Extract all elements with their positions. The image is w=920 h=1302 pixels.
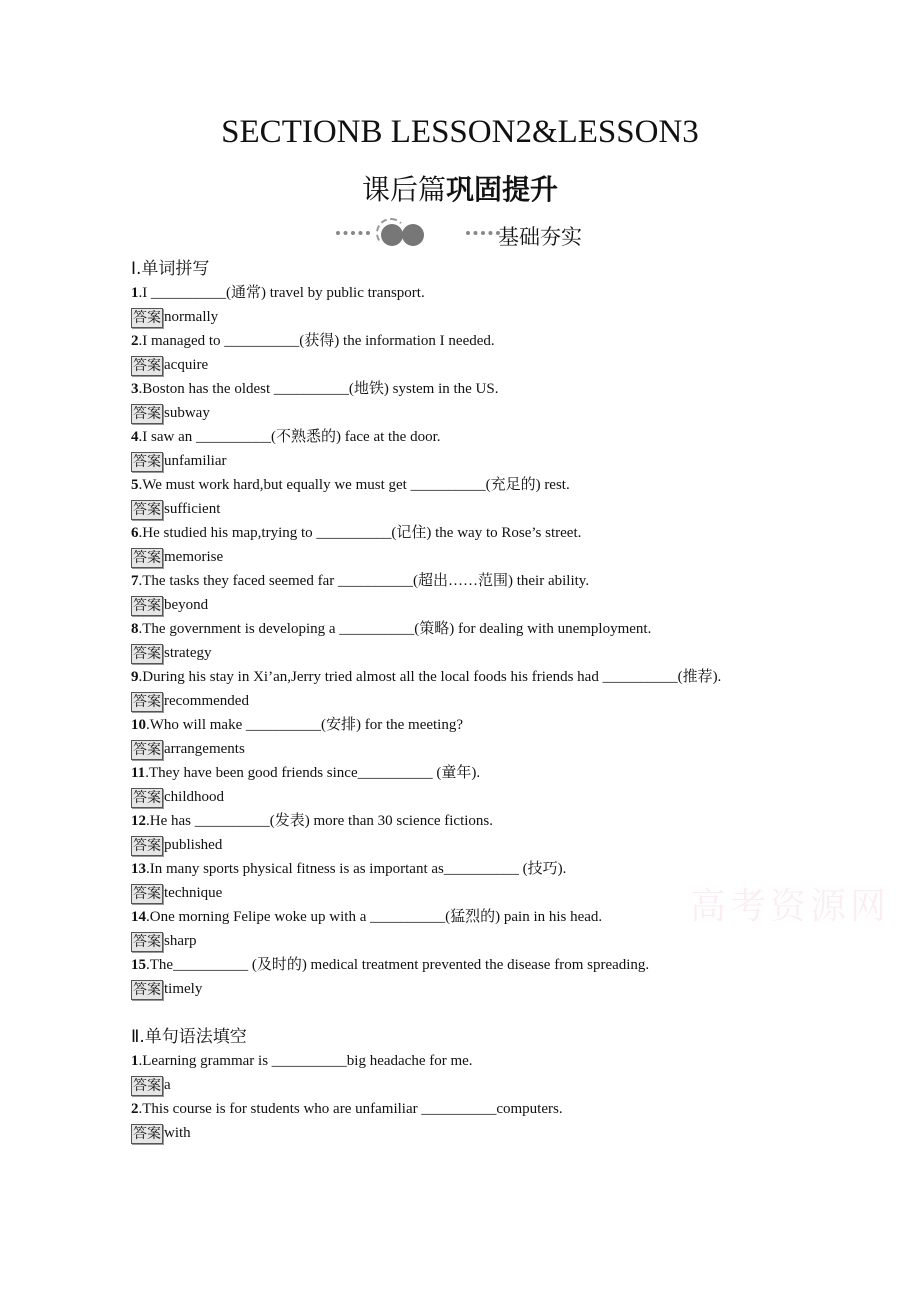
answer-line <box>131 305 771 329</box>
answer-line <box>131 689 771 713</box>
answer-line <box>131 1121 771 1145</box>
question-number: 8 <box>131 621 139 637</box>
exercise-section <box>131 257 771 1001</box>
question <box>131 953 771 977</box>
question <box>131 617 771 641</box>
answer-text: unfamiliar <box>164 453 227 469</box>
exercise-content <box>131 257 771 1145</box>
page-title: SECTIONB LESSON2&LESSON3 <box>221 114 699 150</box>
dotted-line-icon <box>336 231 370 235</box>
answer-badge: 答案 <box>133 1125 161 1142</box>
answer-line <box>131 881 771 905</box>
answer-text: acquire <box>164 357 209 373</box>
question <box>131 521 771 545</box>
answer-text: arrangements <box>164 741 245 757</box>
answer-badge: 答案 <box>133 405 161 422</box>
question <box>131 473 771 497</box>
subtitle-plain: 课后篇 <box>361 175 446 206</box>
question-number: 15 <box>131 957 146 973</box>
question-text: .I managed to __________(获得) the information I needed. <box>138 333 495 349</box>
answer-badge: 答案 <box>133 837 161 854</box>
question-number: 13 <box>131 861 146 877</box>
answer-text: normally <box>164 309 219 325</box>
question-number: 6 <box>131 525 139 541</box>
question <box>131 905 771 929</box>
answer-badge: 答案 <box>133 1077 161 1094</box>
circle-icon <box>381 224 403 246</box>
question-number: 1 <box>131 1053 139 1069</box>
answer-line <box>131 641 771 665</box>
answer-line <box>131 1073 771 1097</box>
answer-badge: 答案 <box>133 453 161 470</box>
question-number: 7 <box>131 573 139 589</box>
question-number: 2 <box>131 1101 139 1117</box>
question <box>131 713 771 737</box>
answer-text: sharp <box>164 933 197 949</box>
question-text: .They have been good friends since__________ (童年). <box>145 765 481 781</box>
question <box>131 761 771 785</box>
question-text: .Learning grammar is __________big headache for me. <box>138 1053 473 1069</box>
answer-text: beyond <box>164 597 209 613</box>
question-number: 12 <box>131 813 146 829</box>
question <box>131 377 771 401</box>
dotted-line-icon <box>466 231 500 235</box>
question-number: 10 <box>131 717 146 733</box>
question-text: .He has __________(发表) more than 30 science fictions. <box>146 813 493 829</box>
question <box>131 665 771 689</box>
answer-badge: 答案 <box>133 789 161 806</box>
question-number: 1 <box>131 285 139 301</box>
answer-line <box>131 737 771 761</box>
answer-badge: 答案 <box>133 885 161 902</box>
question <box>131 569 771 593</box>
answer-text: recommended <box>164 693 249 709</box>
exercise-section <box>131 1025 771 1145</box>
question <box>131 1049 771 1073</box>
answer-badge: 答案 <box>133 549 161 566</box>
watermark: 高考资源网 <box>690 886 891 927</box>
answer-line <box>131 593 771 617</box>
answer-text: sufficient <box>164 501 221 517</box>
answer-line <box>131 977 771 1001</box>
circle-icon <box>402 224 424 246</box>
question-text: .During his stay in Xi’an,Jerry tried almost all the local foods his friends had __________(推荐). <box>138 669 722 685</box>
answer-text: memorise <box>164 549 224 565</box>
subtitle-bold: 巩固提升 <box>446 173 559 206</box>
question-text: .The tasks they faced seemed far __________(超出……范围) their ability. <box>138 573 590 589</box>
page-subtitle <box>0 168 920 208</box>
answer-line <box>131 545 771 569</box>
question-text: .One morning Felipe woke up with a __________(猛烈的) pain in his head. <box>146 909 603 925</box>
question <box>131 329 771 353</box>
question-text: .Boston has the oldest __________(地铁) system in the US. <box>138 381 499 397</box>
answer-line <box>131 833 771 857</box>
question-text: .I __________(通常) travel by public transport. <box>138 285 425 301</box>
question-text: .The__________ (及时的) medical treatment prevented the disease from spreading. <box>146 957 650 973</box>
question-number: 4 <box>131 429 139 445</box>
question-number: 3 <box>131 381 139 397</box>
question-text: .This course is for students who are unfamiliar __________computers. <box>138 1101 563 1117</box>
answer-badge: 答案 <box>133 309 161 326</box>
answer-text: subway <box>164 405 210 421</box>
answer-text: a <box>164 1077 171 1093</box>
answer-badge: 答案 <box>133 357 161 374</box>
answer-line <box>131 929 771 953</box>
answer-text: with <box>164 1125 191 1141</box>
question-text: .In many sports physical fitness is as important as__________ (技巧). <box>146 861 567 877</box>
answer-line <box>131 401 771 425</box>
answer-badge: 答案 <box>133 597 161 614</box>
answer-badge: 答案 <box>133 645 161 662</box>
answer-badge: 答案 <box>133 933 161 950</box>
question <box>131 857 771 881</box>
section-banner <box>336 218 596 248</box>
answer-text: published <box>164 837 223 853</box>
question-number: 5 <box>131 477 139 493</box>
question-text: .We must work hard,but equally we must get __________(充足的) rest. <box>138 477 570 493</box>
question-number: 2 <box>131 333 139 349</box>
answer-badge: 答案 <box>133 501 161 518</box>
section-heading: Ⅱ.单句语法填空 <box>131 1027 247 1047</box>
banner-label: 基础夯实 <box>498 225 582 249</box>
question <box>131 425 771 449</box>
question-text: .I saw an __________(不熟悉的) face at the door. <box>138 429 441 445</box>
answer-badge: 答案 <box>133 693 161 710</box>
answer-text: childhood <box>164 789 224 805</box>
answer-badge: 答案 <box>133 981 161 998</box>
question-number: 9 <box>131 669 139 685</box>
question <box>131 1097 771 1121</box>
answer-text: strategy <box>164 645 212 661</box>
answer-badge: 答案 <box>133 741 161 758</box>
answer-text: timely <box>164 981 203 997</box>
question-text: .Who will make __________(安排) for the meeting? <box>146 717 464 733</box>
answer-line <box>131 353 771 377</box>
question-text: .The government is developing a __________(策略) for dealing with unemployment. <box>138 621 652 637</box>
answer-line <box>131 497 771 521</box>
section-heading: Ⅰ.单词拼写 <box>131 259 210 279</box>
answer-text: technique <box>164 885 223 901</box>
question-number: 14 <box>131 909 146 925</box>
question-number: 11 <box>131 765 146 781</box>
question <box>131 809 771 833</box>
answer-line <box>131 449 771 473</box>
question <box>131 281 771 305</box>
question-text: .He studied his map,trying to __________(记住) the way to Rose’s street. <box>138 525 582 541</box>
answer-line <box>131 785 771 809</box>
